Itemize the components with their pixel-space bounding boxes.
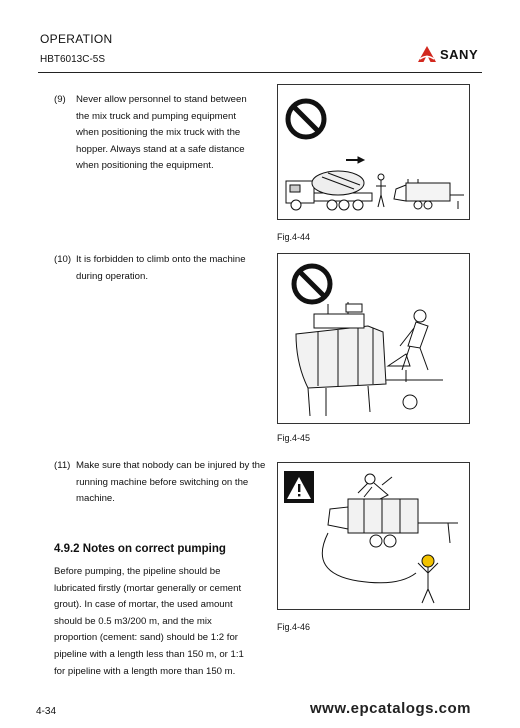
item-line: machine. [76, 493, 115, 504]
figure-4-46 [277, 462, 470, 610]
warning-icon [284, 471, 314, 503]
item-line: the mix truck and pumping equipment [76, 110, 236, 122]
body-line: proportion (cement: sand) should be 1:2 for [54, 632, 238, 644]
watermark-link[interactable]: www.epcatalogs.com [310, 700, 471, 717]
item-line: It is forbidden to climb onto the machine [76, 254, 246, 265]
mixer-truck-illustration [278, 85, 469, 219]
figure-4-44 [277, 84, 470, 220]
item-line: when positioning the mix truck with the [76, 127, 241, 138]
figure-4-45 [277, 253, 470, 424]
page-number: 4-34 [36, 706, 57, 717]
figure-caption: Fig.4-44 [277, 232, 311, 242]
body-line: should be 0.5 m3/200 m, and the mix [54, 615, 212, 627]
item-9 [54, 92, 269, 175]
climbing-machine-illustration [278, 254, 469, 423]
sany-logo-icon [418, 46, 436, 62]
body-line: pipeline with a length less than 150 m, or 1:1 [54, 648, 244, 660]
chapter-title: OPERATION [40, 32, 113, 46]
figure-caption: Fig.4-46 [277, 622, 311, 632]
running-machine-illustration [278, 463, 469, 609]
header-divider [38, 72, 482, 73]
body-line: for pipeline with a length more than 150 m. [54, 665, 236, 677]
item-10 [54, 252, 269, 285]
item-line: hopper. Always stand at a safe distance [76, 143, 245, 155]
prohibition-icon [294, 266, 330, 302]
brand-name: SANY [440, 46, 479, 62]
item-line: running machine before switching on the [76, 476, 249, 488]
body-line: lubricated firstly (mortar generally or cement [54, 582, 242, 594]
brand-logo [418, 46, 478, 62]
item-number: (9) [54, 94, 66, 105]
body-line: grout). In case of mortar, the used amount [54, 599, 233, 611]
body-line: Before pumping, the pipeline should be [54, 566, 221, 577]
model-number: HBT6013C-5S [40, 54, 106, 65]
item-line: when positioning the equipment. [76, 160, 214, 171]
prohibition-icon [288, 101, 324, 137]
item-number: (11) [54, 460, 71, 471]
section-body [54, 564, 260, 680]
section-heading: 4.9.2 Notes on correct pumping [54, 543, 226, 555]
item-line: Never allow personnel to stand between [76, 94, 247, 105]
item-line: during operation. [76, 270, 149, 282]
figure-caption: Fig.4-45 [277, 433, 311, 443]
item-line: Make sure that nobody can be injured by the [76, 460, 266, 471]
item-number: (10) [54, 254, 72, 265]
item-11 [54, 458, 269, 508]
